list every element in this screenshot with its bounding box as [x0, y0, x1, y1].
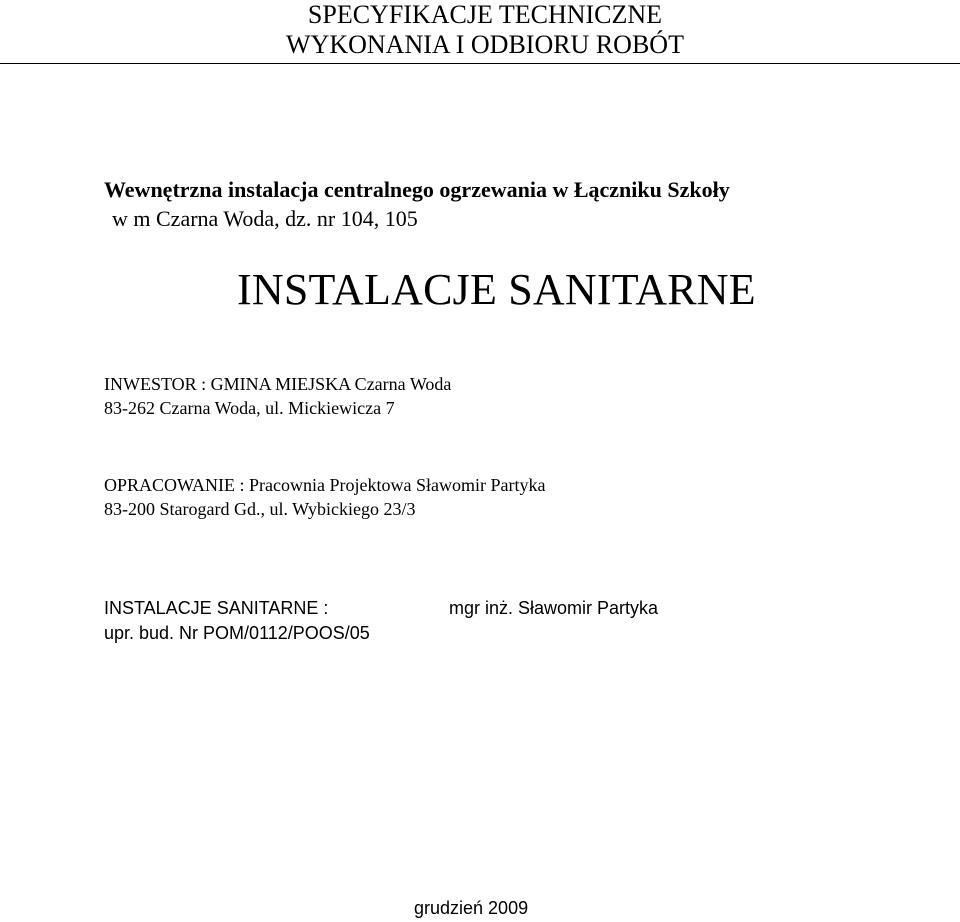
author-license: upr. bud. Nr POM/0112/POOS/05: [104, 623, 370, 643]
investor-line-2: 83-262 Czarna Woda, ul. Mickiewicza 7: [104, 398, 395, 418]
document-title: INSTALACJE SANITARNE: [237, 265, 756, 314]
prepared-by-line-2: 83-200 Starogard Gd., ul. Wybickiego 23/3: [104, 499, 416, 519]
document-header-line-1: SPECYFIKACJE TECHNICZNE: [307, 0, 663, 29]
document-date: grudzień 2009: [414, 898, 529, 918]
header-divider: [0, 63, 960, 64]
author-role: INSTALACJE SANITARNE :: [104, 598, 329, 618]
prepared-by-line-1: OPRACOWANIE : Pracownia Projektowa Sławomir Partyka: [104, 475, 546, 495]
author-name: mgr inż. Sławomir Partyka: [449, 598, 659, 618]
subject-line-2: w m Czarna Woda, dz. nr 104, 105: [112, 206, 418, 231]
investor-line-1: INWESTOR : GMINA MIEJSKA Czarna Woda: [104, 374, 452, 394]
subject-line-1: Wewnętrzna instalacja centralnego ogrzewania w Łączniku Szkoły: [104, 177, 730, 202]
document-header-line-2: WYKONANIA I ODBIORU ROBÓT: [286, 30, 684, 59]
